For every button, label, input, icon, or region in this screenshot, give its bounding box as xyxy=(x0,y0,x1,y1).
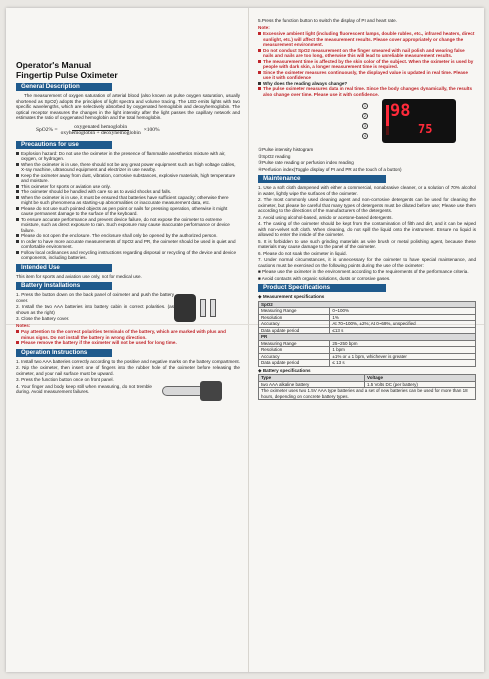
list-item: 7. Under normal circumstances, it is unnecessary for the oximeter to have special maintenance, and cautions must be exercised on the following points during the use of the oximeter: xyxy=(258,257,476,268)
note-label: Note: xyxy=(258,24,270,30)
table-row: Resolution 1 bpm xyxy=(259,347,476,354)
list-item: ①Pulse intensity histogram xyxy=(258,147,314,152)
intended-use-text: This item for sports and aviation use only, not for medical use. xyxy=(16,273,142,279)
list-item: 1. Install two AAA batteries correctly according to the positive and negative marks on the battery compartment. xyxy=(16,358,240,364)
list-item: To ensure accurate performance and prevent device failure, do not expose the oximeter to extreme moisture, such as direct exposure to rain. Such exposure may cause inaccurate performance or device failure. xyxy=(16,217,240,234)
pr-reading: 75 xyxy=(418,122,433,136)
table-row: Measuring Range 25~250 bpm xyxy=(259,340,476,347)
operation-instructions-heading: Operation Instructions xyxy=(16,349,112,357)
battery-installations-heading: Battery Installations xyxy=(16,282,112,290)
precautions-heading: Precautions for use xyxy=(16,141,112,149)
fold-line xyxy=(248,8,249,672)
list-item: 6. Please do not soak the oximeter in liquid. xyxy=(258,250,347,256)
table-row: Measuring Range 0~100% xyxy=(259,308,476,315)
spo2-spec-table: SpO2 Measuring Range 0~100% Resolution 1% Accuracy At 70~100%, ±2%; At 0~69%, unspecified Data update period ≤13 s PR Measuring Range 25~250 bpm Resolution 1 bpm Accuracy ±1% or ± 1 bpm, whichever is greater Data update period ≤ 13 s xyxy=(258,301,476,367)
list-item: Please remove the battery if the oximeter will not be used for long time. xyxy=(16,340,240,346)
list-item: Why does the reading always change? xyxy=(258,81,476,87)
measurement-specs-label: ◆ Measurement specifications xyxy=(258,294,325,299)
list-item: Since the oximeter measures continuously, the displayed value is updated in real time. Please use it with confidence xyxy=(258,70,476,81)
operation-section xyxy=(16,359,240,395)
list-item: The pulse oximeter measures data in real time. Since the body changes dynamically, the results also change over time. Please use it with confidence. xyxy=(258,86,476,97)
list-item: Please do not open the enclosure. The enclosure shall only be opened by the authorized person. xyxy=(16,233,240,239)
list-item: Please do not use such pointed objects as pen point or nails for pressing operation, otherwise it might cause permanent damage to the surface of the keyboard. xyxy=(16,206,240,217)
general-description-text: The measurement of oxygen saturation of arterial blood (also known as pulse oxygen saturation, usually shortened as SpO2) adopts the principles of light spectra and volume tracing. The LED emits lights with two specific wavelengths, which are selectively absorbed by oxygenated hemoglobin and deoxyhemoglobin. The optical receptor measures the changes in the light intensity after the light passes the capillary network and estimates the ratio of oxygenated hemoglobin and the total hemoglobin. xyxy=(16,93,240,120)
list-item: ■ Avoid contacts with organic solutions, dusts or corrosive gases. xyxy=(258,275,391,281)
battery-section xyxy=(16,292,240,346)
manual-title: Operator's Manual Fingertip Pulse Oximeter xyxy=(16,60,118,80)
list-item: ■ Please use the oximeter in the environment according to the requirements of the performance criteria. xyxy=(258,269,469,274)
list-item: Keep the oximeter away from dust, vibration, corrosive substances, explosive materials, high temperature and moisture. xyxy=(16,173,240,184)
table-row: Resolution 1% xyxy=(259,314,476,321)
table-row: Accuracy At 70~100%, ±2%; At 0~69%, unspecified xyxy=(259,321,476,328)
list-item: 3. Avoid using alcohol-based, amido or acetone-based detergents. xyxy=(258,214,393,220)
intended-use-heading: Intended Use xyxy=(16,264,112,272)
spo2-reading: 98 xyxy=(390,101,411,121)
step-5-text: 5.Press the function button to switch the display of PI and heart rate. xyxy=(258,18,397,23)
general-description-heading: General Description xyxy=(16,83,112,91)
product-specifications-heading: Product Specifications xyxy=(258,284,386,292)
precautions-list xyxy=(16,151,240,261)
list-item: When the oximeter is in use, it must be ensured that batteries have sufficient capacity; otherwise there might be such phenomena as starting-up abnormalities or inaccurate measurement data, etc. xyxy=(16,195,240,206)
battery-specs-label: ◆ Battery specifications xyxy=(258,367,311,373)
table-row: Accuracy ±1% or ± 1 bpm, whichever is greater xyxy=(259,353,476,360)
list-item: ④Perfusion index(Toggle display of PI and PR at the touch of a button) xyxy=(258,166,402,172)
notes-label: Notes: xyxy=(16,322,31,328)
spo2-formula: SpO2% = $\frac{\text{oxygenated hemoglobin}}{\text{oxyhemoglobin + deoxyhemoglobin}}$ ×100% xyxy=(36,123,160,136)
list-item: 3. Close the battery cover. xyxy=(16,316,70,321)
list-item: 2. Nip the oximeter, then insert one of fingers into the rubber hole of the oximeter before releasing the oximeter, and your nail surface must be upward. xyxy=(16,365,240,376)
list-item: 4. The casing of the oximeter should be kept from the contamination of filth and dirt, and it can be wiped with non-velvet soft cloth. When cleaning, do not spill the liquid onto the instrument. Ensure no liquid is allowed to enter the inside of the oximeter. xyxy=(258,221,476,237)
list-item: 4. Your finger and body keep still when measuring, do not tremble during. Avoid measurement failures. xyxy=(16,383,152,394)
maintenance-list xyxy=(258,185,476,281)
manual-sheet xyxy=(6,8,484,672)
left-column xyxy=(16,18,240,405)
table-row: two AAA alkaline battery 1.5 Volts DC (per battery) xyxy=(259,381,476,388)
table-row: Data update period ≤13 s xyxy=(259,327,476,334)
maintenance-heading: Maintenance xyxy=(258,175,386,183)
list-item: This oximeter for sports or aviation use only. xyxy=(16,184,240,190)
display-legend xyxy=(258,147,476,172)
list-item: Pay attention to the correct polarities terminals of the battery, which are marked with plus and minus signs. Do not install the battery in wrong direction. xyxy=(16,329,240,340)
battery-cabin-icon xyxy=(174,294,216,322)
list-item: 5. It is forbidden to use such grinding materials as wire brush or metal polishing agent, because these materials may cause damage to the panel of the oximeter. xyxy=(258,238,476,249)
list-item: 2. Install the two AAA batteries into battery cabin in correct polarities. (as shown as the right) xyxy=(16,304,174,315)
list-item: In order to have more accurate measurements of SpO2 and PR, the oximeter should be used in quiet and comfortable environment. xyxy=(16,239,240,250)
finger-in-oximeter-icon xyxy=(156,377,236,405)
list-item: Excessive ambient light (including fluorescent lamps, double rubles, etc., infrared heaters, direct sunlight, etc.) will affect the measurement results. Please cover appropriately or change the measurement environment. xyxy=(258,31,476,48)
list-item: When the oximeter is in use, there should not be any great power equipment such as high voltage cables, X-ray machine, ultrasound equipment and electrizer in use nearby. xyxy=(16,162,240,173)
list-item: 1. Press the button down on the back panel of oximeter and push the battery cover. xyxy=(16,292,174,303)
list-item: Explosion hazard: Do not use the oximeter in the presence of flammable anesthetics mixture with air, oxygen, or hydrogen. xyxy=(16,151,240,162)
table-row: The oximeter uses two 1.5V AAA type batteries and a set of new batteries can be used for more than 18 hours, depending on concrete battery types. xyxy=(259,388,476,400)
list-item: 1. Use a soft cloth dampened with either a commercial, nonabrasive cleaner, or a solution of 70% alcohol in water, lightly wipe the surfaces of the oximeter. xyxy=(258,185,476,196)
list-item: 2. The most commonly used cleaning agent and non-corrosive detergents can be used for cleaning the oximeter, but please be careful that many types of detergents must be diluted before use; Please use them according to the directions of the manufacturers of the detergents. xyxy=(258,197,476,213)
list-item: ②SpO2 reading xyxy=(258,153,291,159)
table-row: Data update period ≤ 13 s xyxy=(259,360,476,367)
list-item: The measurement time is affected by the skin color of the subject. When the oximeter is used by people with dark skin, a longer measurement time is required. xyxy=(258,59,476,70)
display-screen xyxy=(382,99,456,143)
list-item: The oximeter should be handled with care so as to avoid shocks and falls. xyxy=(16,189,240,195)
list-item: ③Pulse rate reading or perfusion index reading xyxy=(258,160,354,165)
pulse-histogram-icon xyxy=(386,105,389,135)
right-column xyxy=(258,18,476,400)
battery-spec-table: Type Voltage two AAA alkaline battery 1.5 Volts DC (per battery) The oximeter uses two 1.5V AAA type batteries and a set of new batteries can be used for more than 18 hours, depending on concrete battery types. xyxy=(258,374,476,400)
list-item: Do not conduct SpO2 measurement on the finger smeared with nail polish and wearing false nails and nails are too long, otherwise this will lead to unreliable measurement results. xyxy=(258,48,476,59)
list-item: Follow local ordinances and recycling instructions regarding disposal or recycling of the device and device components, including batteries. xyxy=(16,250,240,261)
list-item: 3. Press the function button once on front panel. xyxy=(16,377,114,382)
oximeter-display: 1 2 3 4 98 75 xyxy=(258,99,476,145)
